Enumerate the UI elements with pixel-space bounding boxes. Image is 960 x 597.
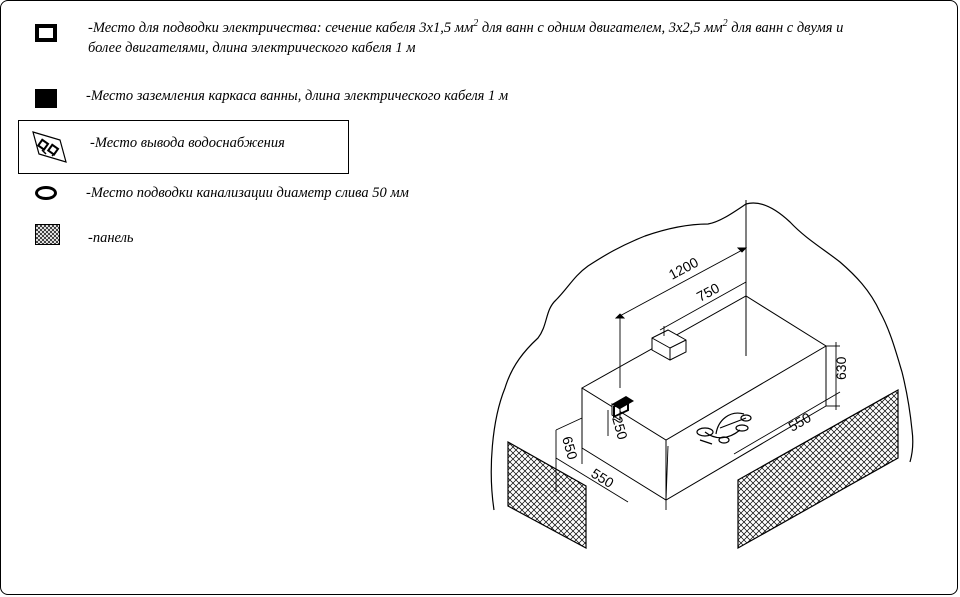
legend-panel-text: -панель — [88, 230, 134, 246]
spout-icon — [652, 330, 686, 360]
legend-electric-sup-2: 2 — [722, 18, 728, 29]
panel-right — [738, 390, 898, 548]
faucet-icon — [697, 413, 751, 444]
legend-water-text: -Место вывода водоснабжения — [90, 135, 285, 151]
dim-750-label: 750 — [693, 279, 723, 305]
dim-550-front-label: 550 — [588, 464, 617, 491]
legend-electric-part-b: для ванн с одним двигателем, 3х2,5 мм — [478, 19, 723, 36]
dim-650-label: 650 — [559, 434, 581, 462]
legend-ground-text: -Место заземления каркаса ванны, длина электрического кабеля 1 м — [86, 88, 509, 104]
legend-electric-part-a: -Место для подводки электричества: сечение кабеля 3х1,5 мм — [88, 19, 474, 36]
dim-250-label: 250 — [609, 414, 631, 442]
dim-630-label: 630 — [833, 356, 849, 380]
legend-drain-text: -Место подводки канализации диаметр слива 50 мм — [86, 185, 409, 201]
dim-550-right-label: 550 — [785, 409, 814, 435]
dim-1200-label: 1200 — [665, 253, 701, 283]
legend-electric-line-2: более двигателями, длина электрического кабеля 1 м — [88, 39, 416, 56]
legend-electric-sup-1: 2 — [473, 18, 479, 29]
legend-electric-part-c: для ванн с двумя и — [727, 19, 844, 36]
